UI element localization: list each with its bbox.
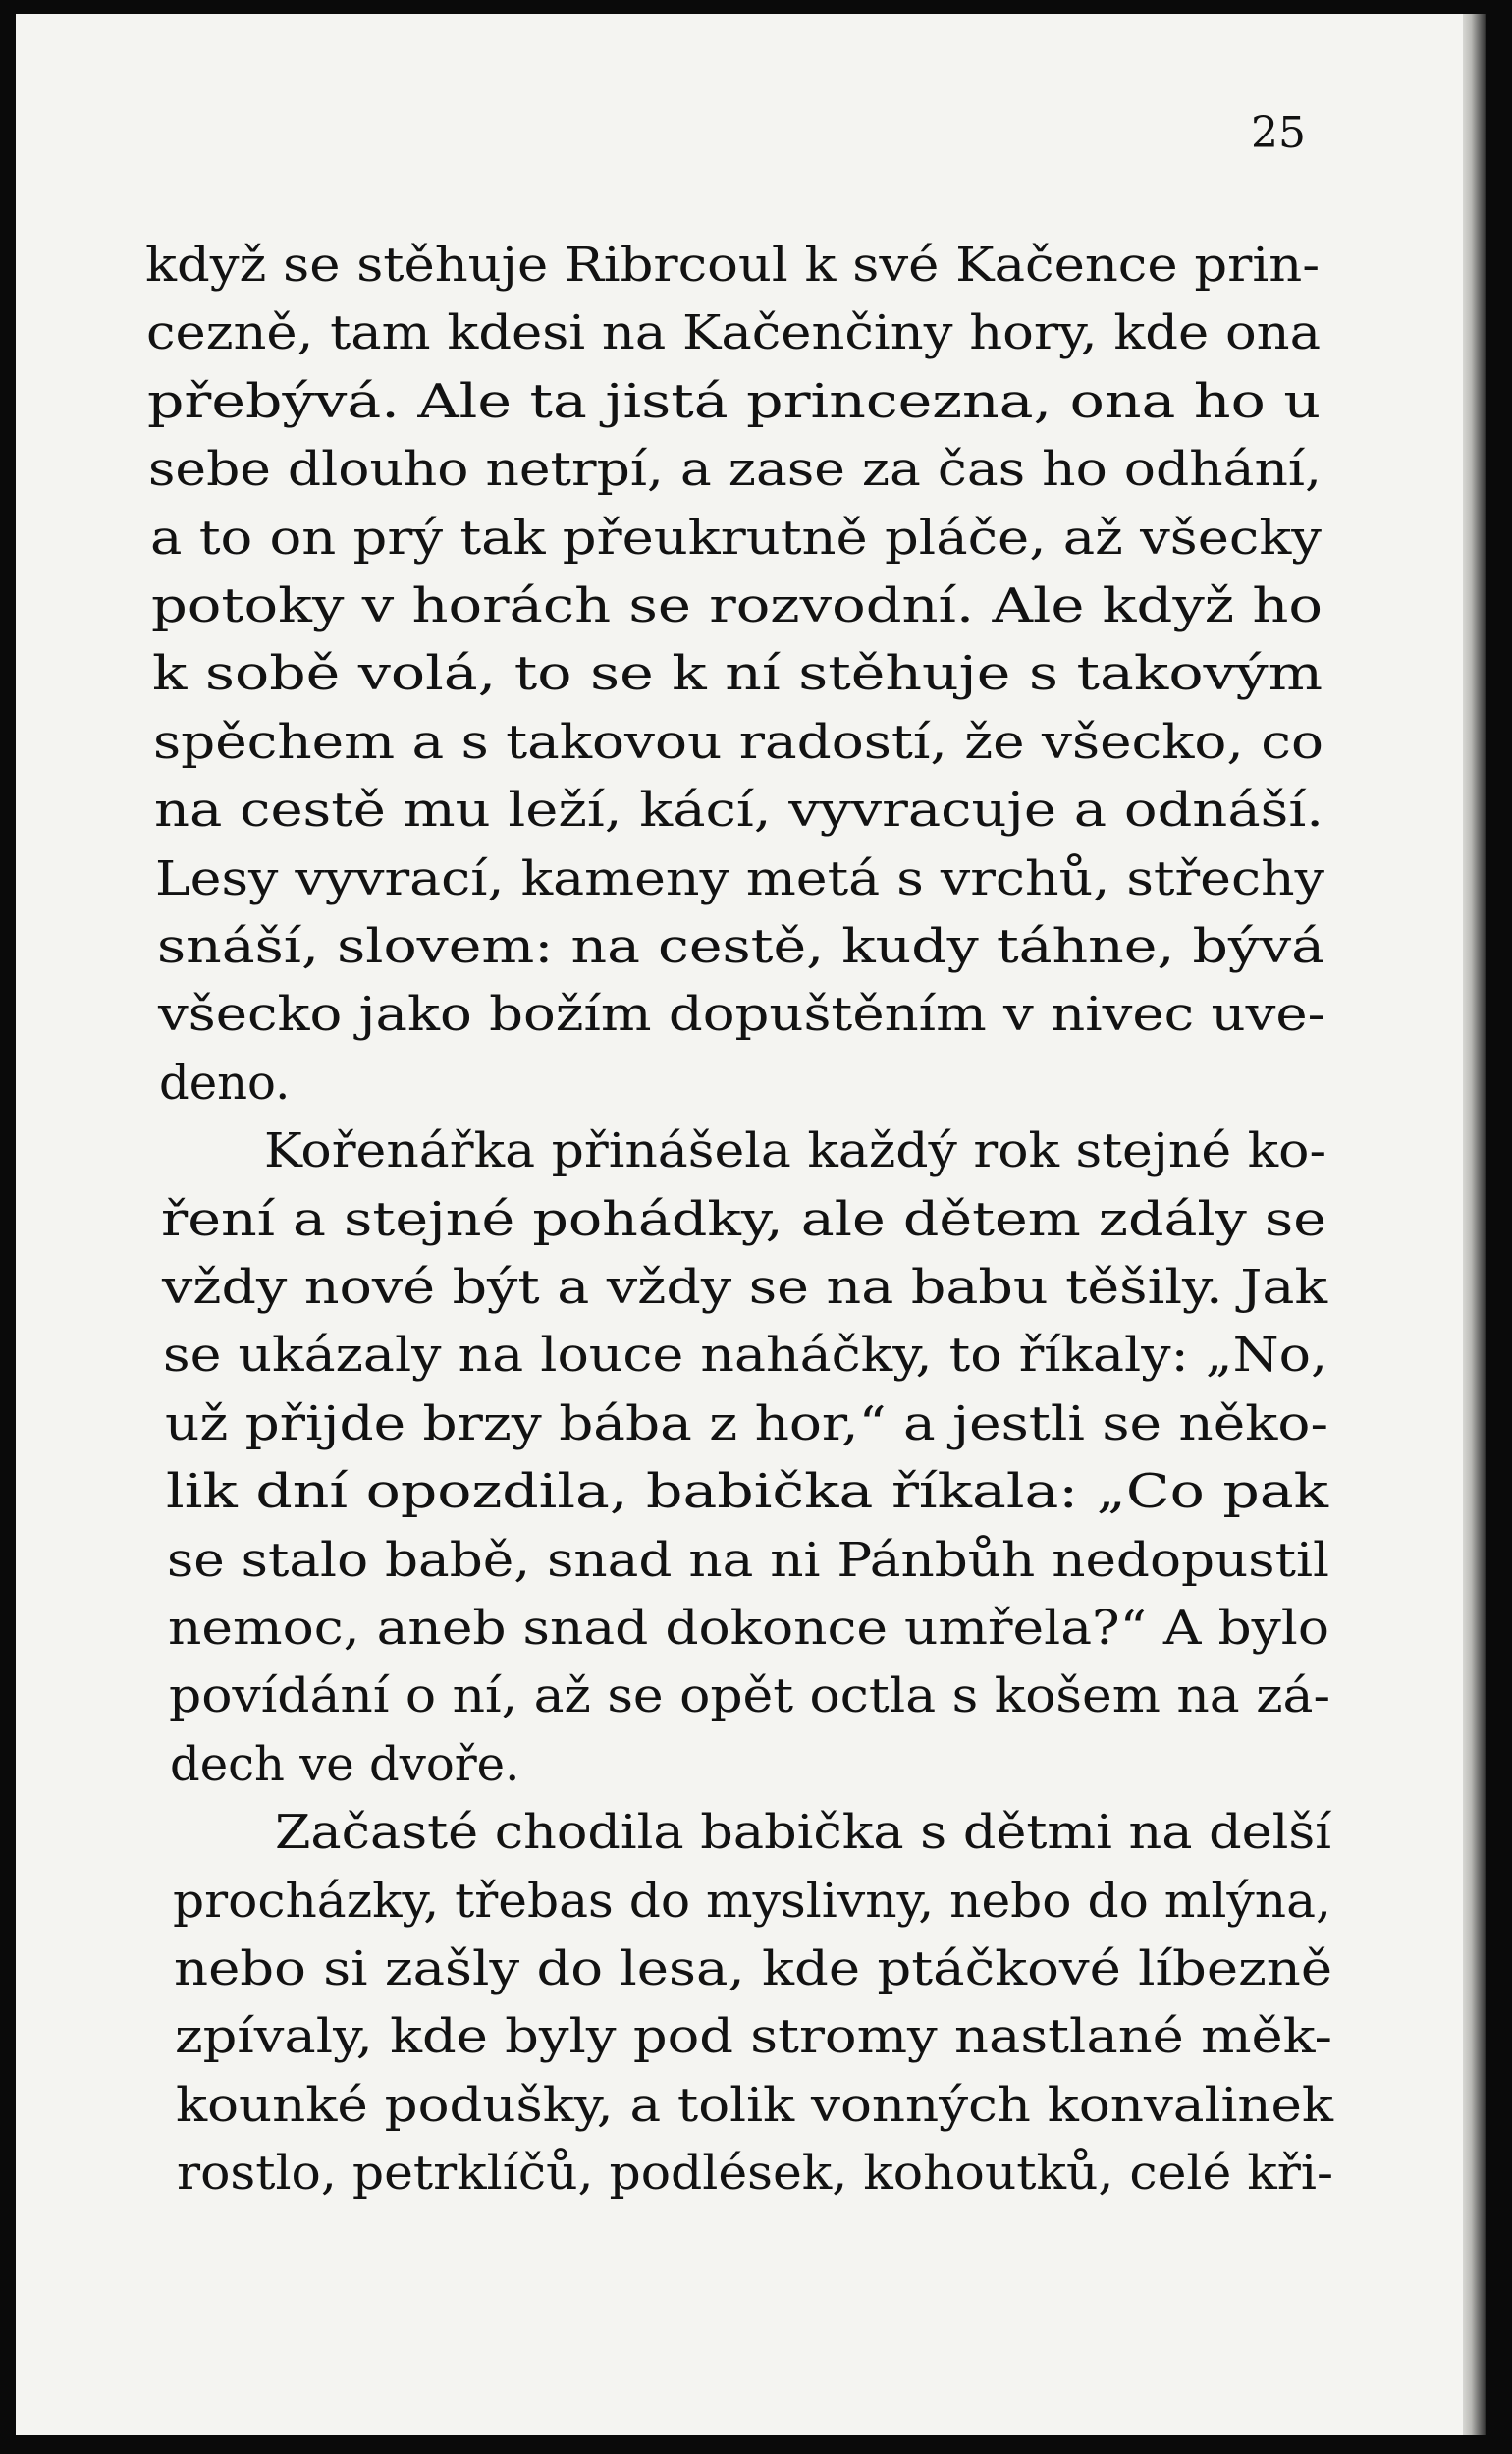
page-number: 25 — [1251, 108, 1306, 158]
page-edge — [1463, 14, 1486, 2435]
text-line: Kořenářka přinášela každý rok stejné ko- — [264, 1123, 1327, 1178]
text-line: na cestě mu leží, kácí, vyvracuje a odnáší. — [154, 783, 1324, 838]
book-page — [16, 14, 1479, 2435]
text-line: a to on prý tak přeukrutně pláče, až všecky — [150, 511, 1322, 566]
text-line: ření a stejné pohádky, ale dětem zdály se — [161, 1192, 1326, 1247]
text-line: snáší, slovem: na cestě, kudy táhne, bývá — [157, 919, 1324, 974]
text-line: rostlo, petrklíčů, podlések, kohoutků, celé kři- — [177, 2146, 1333, 2201]
text-line: sebe dlouho netrpí, a zase za čas ho odhání, — [148, 442, 1323, 497]
text-line: spěchem a s takovou radostí, že všecko, co — [153, 715, 1323, 770]
text-line: Začasté chodila babička s dětmi na delší — [275, 1805, 1332, 1860]
text-line: lik dní opozdila, babička říkala: „Co pak — [166, 1464, 1329, 1519]
text-line: se ukázaly na louce naháčky, to říkaly: „No, — [163, 1328, 1328, 1383]
text-line: nemoc, aneb snad dokonce umřela?“ A bylo — [168, 1601, 1330, 1656]
text-line: povídání o ní, až se opět octla s košem na zá- — [169, 1668, 1330, 1723]
text-line: když se stěhuje Ribrcoul k své Kačence prin- — [145, 238, 1321, 293]
text-line: se stalo babě, snad na ni Pánbůh nedopustil — [167, 1533, 1330, 1588]
text-line: vždy nové být a vždy se na babu těšily. Jak — [162, 1260, 1328, 1315]
text-line: cezně, tam kdesi na Kačenčiny hory, kde ona — [146, 305, 1322, 360]
text-line: k sobě volá, to se k ní stěhuje s takovým — [152, 646, 1323, 701]
text-line: potoky v horách se rozvodní. Ale když ho — [151, 578, 1323, 633]
text-line: deno. — [159, 1056, 291, 1111]
text-line: přebývá. Ale ta jistá princezna, ona ho u — [147, 374, 1322, 429]
text-line: nebo si zašly do lesa, kde ptáčkové líbezně — [174, 1941, 1333, 1996]
text-line: dech ve dvoře. — [170, 1737, 520, 1792]
text-line: už přijde brzy bába z hor,“ a jestli se něko- — [165, 1396, 1328, 1451]
text-line: všecko jako božím dopuštěním v nivec uve- — [158, 987, 1325, 1042]
text-line: procházky, třebas do myslivny, nebo do mlýna, — [173, 1874, 1331, 1929]
text-line: zpívaly, kde byly pod stromy nastlané měk- — [175, 2009, 1332, 2064]
text-line: kounké podušky, a tolik vonných konvalinek — [176, 2078, 1334, 2133]
text-line: Lesy vyvrací, kameny metá s vrchů, střechy — [155, 851, 1324, 906]
